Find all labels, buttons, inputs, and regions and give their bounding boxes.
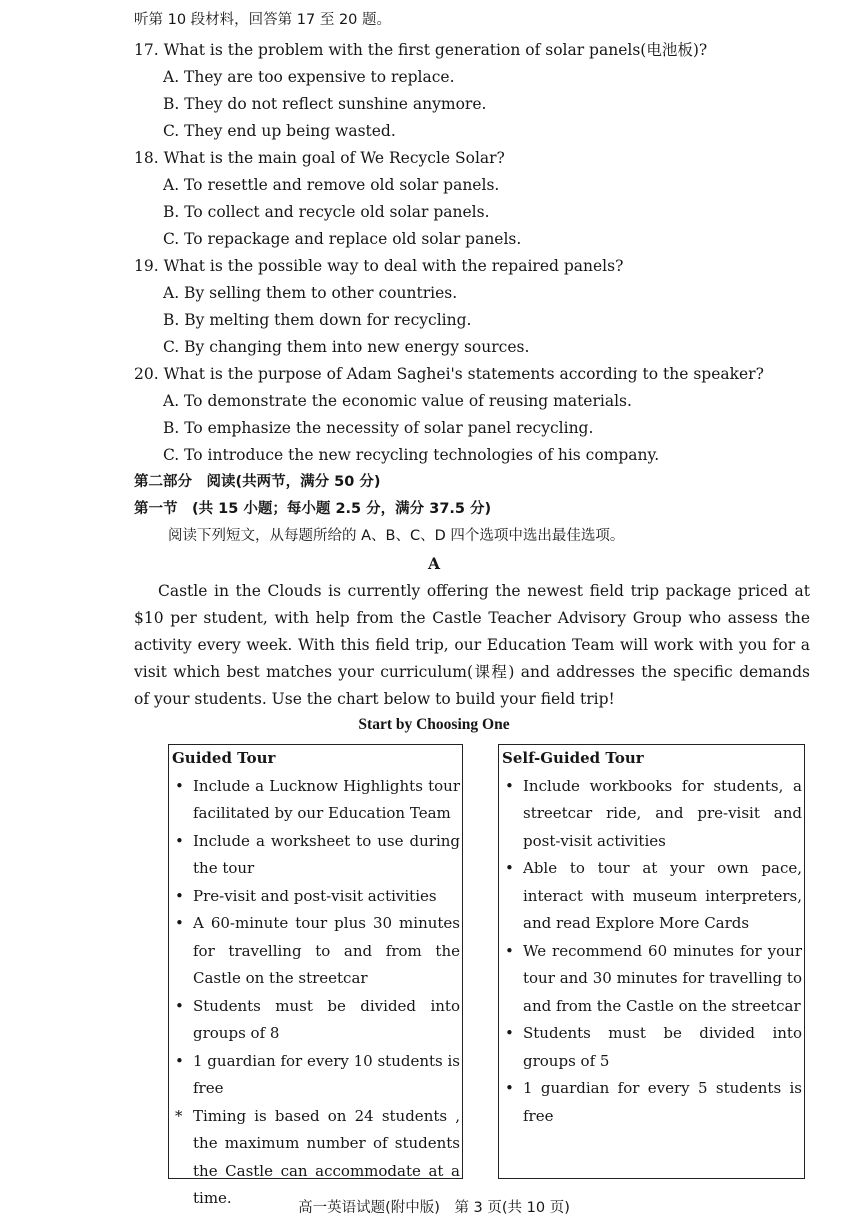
question-19-option-a: A. By selling them to other countries. <box>163 284 458 302</box>
question-19-option-c: C. By changing them into new energy sources. <box>163 338 530 356</box>
list-item: * Timing is based on 24 students , the maximum number of students the Castle can accommodate at a time. <box>175 1106 460 1207</box>
question-17-option-c: C. They end up being wasted. <box>163 122 396 140</box>
list-item: • Include a Lucknow Highlights tour facilitated by our Education Team <box>175 776 460 822</box>
list-item: • We recommend 60 minutes for your tour and 30 minutes for travelling to and from the Castle on the streetcar <box>505 941 802 1015</box>
guided-tour-list <box>169 773 462 1213</box>
list-item: • Able to tour at your own pace, interact with museum interpreters, and read Explore More Cards <box>505 859 802 932</box>
question-17-stem: 17. What is the problem with the first generation of solar panels(电池板)? <box>134 41 708 59</box>
passage-letter: A <box>427 554 441 573</box>
list-item: • Include a worksheet to use during the tour <box>175 831 460 877</box>
list-item: • 1 guardian for every 10 students is free <box>175 1051 460 1097</box>
list-item: • Students must be divided into groups of 8 <box>175 996 460 1042</box>
listening-intro: 听第 10 段材料，回答第 17 至 20 题。 <box>134 12 392 28</box>
list-item: • Include workbooks for students, a streetcar ride, and pre-visit and post-visit activities <box>505 776 802 850</box>
question-18-option-a: A. To resettle and remove old solar panels. <box>163 176 500 194</box>
question-20-option-c: C. To introduce the new recycling technologies of his company. <box>163 446 660 464</box>
question-18-stem: 18. What is the main goal of We Recycle Solar? <box>134 149 505 167</box>
list-item: • A 60-minute tour plus 30 minutes for travelling to and from the Castle on the streetcar <box>175 914 460 987</box>
section-one-heading: 第一节 (共 15 小题；每小题 2.5 分，满分 37.5 分) <box>134 501 492 517</box>
question-18-option-c: C. To repackage and replace old solar panels. <box>163 230 522 248</box>
guided-tour-box <box>168 744 463 1207</box>
question-17-option-a: A. They are too expensive to replace. <box>163 68 455 86</box>
list-item: • 1 guardian for every 5 students is free <box>505 1079 802 1125</box>
page-footer: 高一英语试题(附中版) 第 3 页(共 10 页) <box>298 1200 570 1216</box>
list-item: • Students must be divided into groups of 5 <box>505 1024 802 1070</box>
chart-title: Start by Choosing One <box>358 716 510 733</box>
part-two-heading: 第二部分 阅读(共两节，满分 50 分) <box>134 474 381 490</box>
question-20-option-a: A. To demonstrate the economic value of reusing materials. <box>163 392 632 410</box>
self-guided-tour-box <box>498 744 805 1179</box>
guided-tour-title: Guided Tour <box>172 749 276 767</box>
passage-paragraph <box>134 578 810 713</box>
question-18-option-b: B. To collect and recycle old solar panels. <box>163 203 490 221</box>
self-guided-tour-list <box>499 773 804 1131</box>
reading-instruction: 阅读下列短文，从每题所给的 A、B、C、D 四个选项中选出最佳选项。 <box>168 528 625 544</box>
question-17-option-b: B. They do not reflect sunshine anymore. <box>163 95 487 113</box>
question-20-option-b: B. To emphasize the necessity of solar panel recycling. <box>163 419 594 437</box>
passage-text: Castle in the Clouds is currently offering the newest field trip package priced at $10 per student, with help from the Castle Teacher Advisory Group who assess the activity every week. With this field trip, our Education Team will work with you for a visit which best matches your curriculum(课程) and addresses the specific demands of your students. Use the chart below to build your field trip! <box>134 582 810 708</box>
question-19-stem: 19. What is the possible way to deal with the repaired panels? <box>134 257 624 275</box>
question-19-option-b: B. By melting them down for recycling. <box>163 311 472 329</box>
question-20-stem: 20. What is the purpose of Adam Saghei's statements according to the speaker? <box>134 365 764 383</box>
self-guided-tour-title: Self-Guided Tour <box>502 749 644 767</box>
list-item: • Pre-visit and post-visit activities <box>175 886 437 905</box>
